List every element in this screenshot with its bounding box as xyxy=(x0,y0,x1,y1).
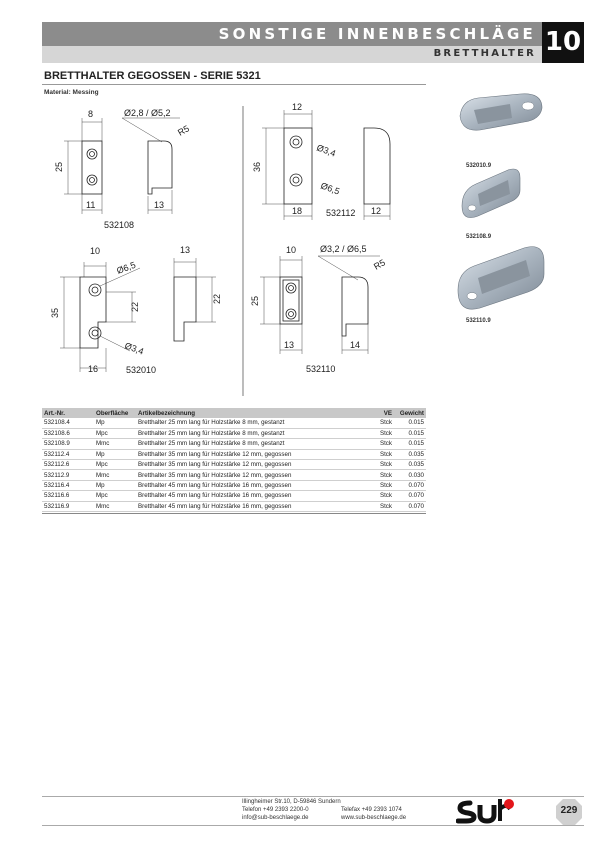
cell-weight: 0.070 xyxy=(394,501,426,511)
dim-532110-w-top: 10 xyxy=(286,245,297,255)
dim-532110-depth: 14 xyxy=(350,340,361,350)
cell-ve: Stck xyxy=(368,501,394,511)
cell-ve: Stck xyxy=(368,470,394,480)
cell-weight: 0.030 xyxy=(394,470,426,480)
cell-description: Bretthalter 25 mm lang für Holzstärke 8 mm, gestanzt xyxy=(136,439,368,449)
cell-description: Bretthalter 35 mm lang für Holzstärke 12 mm, gegossen xyxy=(136,460,368,470)
dim-532112-hole2: Ø6,5 xyxy=(319,180,342,197)
company-logo xyxy=(456,797,516,825)
footer-fax: Telefax +49 2393 1074 xyxy=(341,807,402,813)
cell-description: Bretthalter 45 mm lang für Holzstärke 16 mm, gegossen xyxy=(136,480,368,490)
cell-surface: Mp xyxy=(94,449,136,459)
dim-532112-depth: 12 xyxy=(371,206,382,216)
cell-article: 532116.9 xyxy=(42,501,94,511)
photo-label-532110: 532110.9 xyxy=(466,318,491,324)
cell-description: Bretthalter 45 mm lang für Holzstärke 16 mm, gegossen xyxy=(136,491,368,501)
dim-532010-height: 35 xyxy=(50,307,60,318)
cell-weight: 0.070 xyxy=(394,480,426,490)
code-532112: 532112 xyxy=(326,208,356,218)
dim-532110-height: 25 xyxy=(250,295,260,306)
cell-article: 532108.6 xyxy=(42,428,94,438)
footer-email[interactable]: info@sub-beschlaege.de xyxy=(242,815,309,821)
table-row xyxy=(42,470,426,480)
cell-weight: 0.035 xyxy=(394,460,426,470)
dim-532010-side-h: 22 xyxy=(212,293,222,304)
cell-article: 532108.4 xyxy=(42,418,94,428)
cell-ve: Stck xyxy=(368,480,394,490)
dim-532108-depth: 13 xyxy=(154,200,165,210)
dim-532108-hole: Ø2,8 / Ø5,2 xyxy=(124,108,171,118)
table-row xyxy=(42,480,426,490)
cell-surface: Mmc xyxy=(94,501,136,511)
table-row xyxy=(42,439,426,449)
dim-532108-w-top: 8 xyxy=(88,109,94,119)
table-row xyxy=(42,449,426,459)
cell-article: 532108.9 xyxy=(42,439,94,449)
table-bottom-line xyxy=(42,513,426,514)
cell-surface: Mmc xyxy=(94,470,136,480)
photo-label-532108: 532108.9 xyxy=(466,234,492,240)
cell-surface: Mmc xyxy=(94,439,136,449)
technical-drawings xyxy=(40,96,430,396)
chapter-number: 10 xyxy=(542,22,584,63)
col-header-weight: Gewicht xyxy=(394,408,426,418)
dim-532110-hole: Ø3,2 / Ø6,5 xyxy=(320,244,367,254)
material-label: Material: Messing xyxy=(44,89,99,96)
header-bar xyxy=(42,22,542,46)
col-header-ve: VE xyxy=(368,408,394,418)
code-532108: 532108 xyxy=(104,220,135,230)
section-divider xyxy=(42,84,426,85)
cell-surface: Mp xyxy=(94,418,136,428)
product-photos xyxy=(450,86,560,336)
dim-532108-height: 25 xyxy=(54,161,64,172)
table-row xyxy=(42,460,426,470)
cell-surface: Mpc xyxy=(94,460,136,470)
cell-ve: Stck xyxy=(368,460,394,470)
cell-description: Bretthalter 25 mm lang für Holzstärke 8 mm, gestanzt xyxy=(136,418,368,428)
dim-532010-side-top: 13 xyxy=(180,245,191,255)
dim-532110-radius: R5 xyxy=(372,257,387,272)
table-row xyxy=(42,418,426,428)
dim-532112-w-bottom: 18 xyxy=(292,206,303,216)
drawing-532112-side xyxy=(364,128,390,204)
cell-description: Bretthalter 45 mm lang für Holzstärke 16 mm, gegossen xyxy=(136,501,368,511)
cell-ve: Stck xyxy=(368,439,394,449)
cell-article: 532112.4 xyxy=(42,449,94,459)
dim-532010-inner: 22 xyxy=(130,301,140,312)
drawing-532108-side xyxy=(148,141,172,194)
cell-article: 532112.9 xyxy=(42,470,94,480)
cell-surface: Mp xyxy=(94,480,136,490)
photo-label-532010: 532010.9 xyxy=(466,163,492,169)
cell-weight: 0.015 xyxy=(394,418,426,428)
photo-532108 xyxy=(462,169,520,218)
cell-article: 532116.6 xyxy=(42,491,94,501)
drawing-532010-side xyxy=(174,277,196,341)
header-subtitle-bar xyxy=(42,46,542,63)
col-header-description: Artikelbezeichnung xyxy=(136,408,368,418)
cell-weight: 0.015 xyxy=(394,439,426,449)
table-header-row xyxy=(42,408,426,418)
header-title: SONSTIGE INNENBESCHLÄGE xyxy=(218,25,536,43)
dim-532010-w-bottom: 16 xyxy=(88,364,99,374)
dim-532108-radius: R5 xyxy=(176,123,191,138)
drawing-532110-side xyxy=(342,277,368,336)
dim-532108-w-bottom: 11 xyxy=(86,200,96,210)
table-row xyxy=(42,428,426,438)
dim-532112-height: 36 xyxy=(252,161,262,172)
cell-description: Bretthalter 35 mm lang für Holzstärke 12 mm, gegossen xyxy=(136,470,368,480)
code-532010: 532010 xyxy=(126,365,157,375)
cell-ve: Stck xyxy=(368,491,394,501)
footer-web[interactable]: www.sub-beschlaege.de xyxy=(341,815,407,821)
footer-bottom-line xyxy=(42,825,584,826)
cell-weight: 0.070 xyxy=(394,491,426,501)
cell-surface: Mpc xyxy=(94,491,136,501)
cell-article: 532112.6 xyxy=(42,460,94,470)
cell-ve: Stck xyxy=(368,428,394,438)
dim-532110-w-bottom: 13 xyxy=(284,340,295,350)
cell-description: Bretthalter 25 mm lang für Holzstärke 8 mm, gestanzt xyxy=(136,428,368,438)
table-row xyxy=(42,501,426,511)
cell-ve: Stck xyxy=(368,449,394,459)
col-header-surface: Oberfläche xyxy=(94,408,136,418)
code-532110: 532110 xyxy=(306,364,336,374)
dim-532010-hole2: Ø3,4 xyxy=(123,340,146,357)
cell-surface: Mpc xyxy=(94,428,136,438)
dim-532010-w-top: 10 xyxy=(90,246,101,256)
parts-table xyxy=(42,408,426,512)
footer-phone: Telefon +49 2393 2200-0 xyxy=(242,807,309,813)
dim-532010-hole1: Ø6,5 xyxy=(115,259,138,276)
col-header-article: Art.-Nr. xyxy=(42,408,94,418)
dim-532112-hole1: Ø3,4 xyxy=(315,142,338,159)
footer-address: Illingheimer Str.10, D-59846 Sundern xyxy=(242,799,341,805)
cell-weight: 0.035 xyxy=(394,449,426,459)
cell-article: 532116.4 xyxy=(42,480,94,490)
section-title: BRETTHALTER GEGOSSEN - SERIE 5321 xyxy=(44,70,261,82)
table-row xyxy=(42,491,426,501)
cell-description: Bretthalter 35 mm lang für Holzstärke 12 mm, gegossen xyxy=(136,449,368,459)
dim-532112-w-top: 12 xyxy=(292,102,303,112)
header-subtitle: BRETTHALTER xyxy=(433,48,536,59)
cell-weight: 0.015 xyxy=(394,428,426,438)
cell-ve: Stck xyxy=(368,418,394,428)
photo-532110 xyxy=(458,247,544,310)
page-number: 229 xyxy=(560,805,578,816)
photo-532010 xyxy=(460,94,542,130)
